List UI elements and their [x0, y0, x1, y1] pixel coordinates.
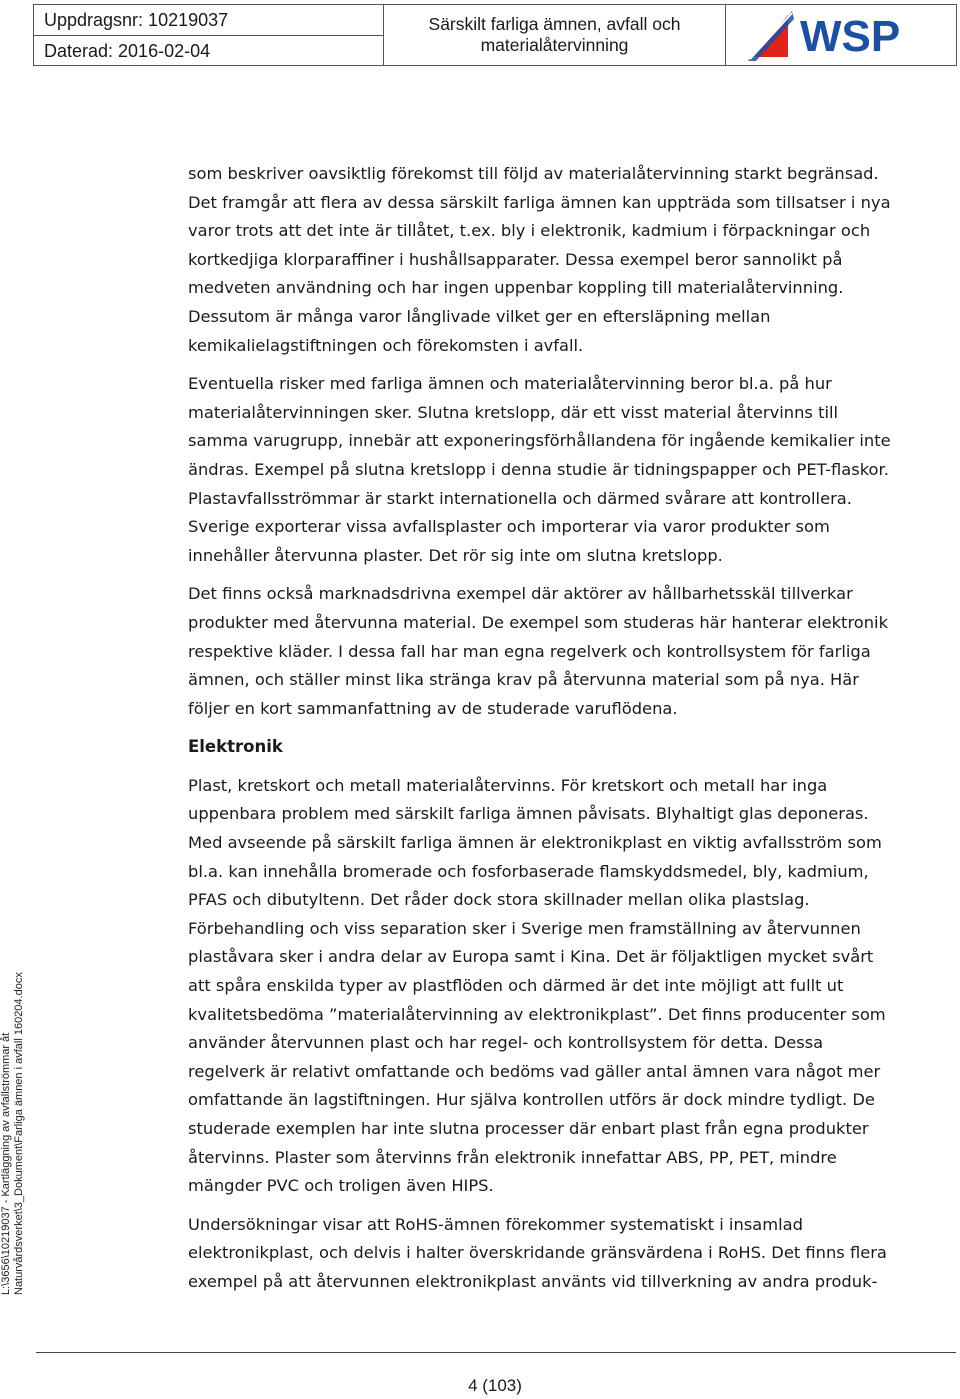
section-heading-elektronik: Elektronik: [188, 737, 283, 757]
page-number: 4 (103): [468, 1376, 522, 1395]
file-path-line-1: L:\3656\10219037 - Kartläggning av avfallströmmar åt: [0, 1032, 12, 1295]
file-path-sidebar: [0, 965, 40, 1295]
document-header: [33, 4, 957, 66]
wsp-logo: [726, 5, 956, 65]
document-date: Daterad: 2016-02-04: [44, 41, 211, 61]
wsp-logo-graphic: [746, 7, 936, 63]
body-text: [188, 160, 898, 1307]
order-number: Uppdragsnr: 10219037: [34, 5, 383, 36]
paragraph-5: Undersökningar visar att RoHS-ämnen förekommer systematiskt i insamlad elektronikplast, och delvis i halter överskridande gränsvärdena i RoHS. Det finns flera exempel på att återvunnen elektronikplast använts vid tillverkning av andra produk-: [188, 1214, 887, 1291]
paragraph-2: Eventuella risker med farliga ämnen och materialåtervinning beror bl.a. på hur materialåtervinningen sker. Slutna kretslopp, där ett visst material återvinns till samma varugrupp, innebär att exponeringsförhållandena för ingående kemikalier inte ändras. Exempel på slutna kretslopp i denna studie är tidningspapper och PET-flaskor. Plastavfallsströmmar är starkt internationella och därmed svårare att kontrollera. Sverige exporterar vissa avfallsplaster och importerar via varor produkter som innehåller återvunna plaster. Det rör sig inte om slutna kretslopp.: [188, 374, 891, 565]
wsp-logo-text: WSP: [800, 12, 901, 61]
paragraph-4: Plast, kretskort och metall materialåtervinns. För kretskort och metall har inga uppenbara problem med särskilt farliga ämnen påvisats. Blyhaltigt glas deponeras. Med avseende på särskilt farliga ämnen är elektronikplast en viktig avfallsström som bl.a. kan innehålla bromerade och fosforbaserade flamskyddsmedel, bly, kadmium, PFAS och dibutyltenn. Det råder dock stora skillnader mellan olika plastslag. Förbehandling och viss separation sker i Sverige men framställning av återvunnen plaståvara sker i andra delar av Europa samt i Kina. Det är följaktligen mycket svårt att spåra enskilda typer av plastflöden och därmed är det inte möjligt att fullt ut kvalitetsbedöma ”materialåtervinning av elektronikplast”. Det finns producenter som använder återvunnen plast och har regel- och kontrollsystem för detta. Dessa regelverk är relativt omfattande och bedöms vad gäller antal ämnen vara något mer omfattande än lagstiftningen. Hur själva kontrollen utförs är dock mindre tydligt. De studerade exemplen har inte slutna processer där enbart plast från egna produkter återvinns. Plaster som återvinns från elektronik innefattar ABS, PP, PET, mindre mängder PVC och troligen även HIPS.: [188, 775, 886, 1196]
header-meta: [34, 5, 384, 65]
paragraph-3: Det finns också marknadsdrivna exempel där aktörer av hållbarhetsskäl tillverkar produkter med återvunna material. De exempel som studeras här hanterar elektronik respektive kläder. I dessa fall har man egna regelverk och kontrollsystem för farliga ämnen, och ställer minst lika stränga krav på återvunna material som på nya. Här följer en kort sammanfattning av de studerade varuflödena.: [188, 584, 889, 718]
footer-divider: [36, 1352, 956, 1353]
paragraph-1: som beskriver oavsiktlig förekomst till följd av materialåtervinning starkt begränsad. Det framgår att flera av dessa särskilt farliga ämnen kan uppträda som tillsatser i nya varor trots att det inte är tillåtet, t.ex. bly i elektronik, kadmium i förpackningar och kortkedjiga klorparaffiner i hushållsapparater. Dessa exempel beror sannolikt på medveten användning och har ingen uppenbar koppling till materialåtervinning. Dessutom är många varor långlivade vilket ger en eftersläpning mellan kemikalielagstiftningen och förekomsten i avfall.: [188, 164, 891, 355]
file-path-line-2: Naturvårdsverket\3_Dokument\Farliga ämnen i avfall 160204.docx: [13, 972, 25, 1295]
document-title: Särskilt farliga ämnen, avfall och materialåtervinning: [384, 5, 726, 65]
